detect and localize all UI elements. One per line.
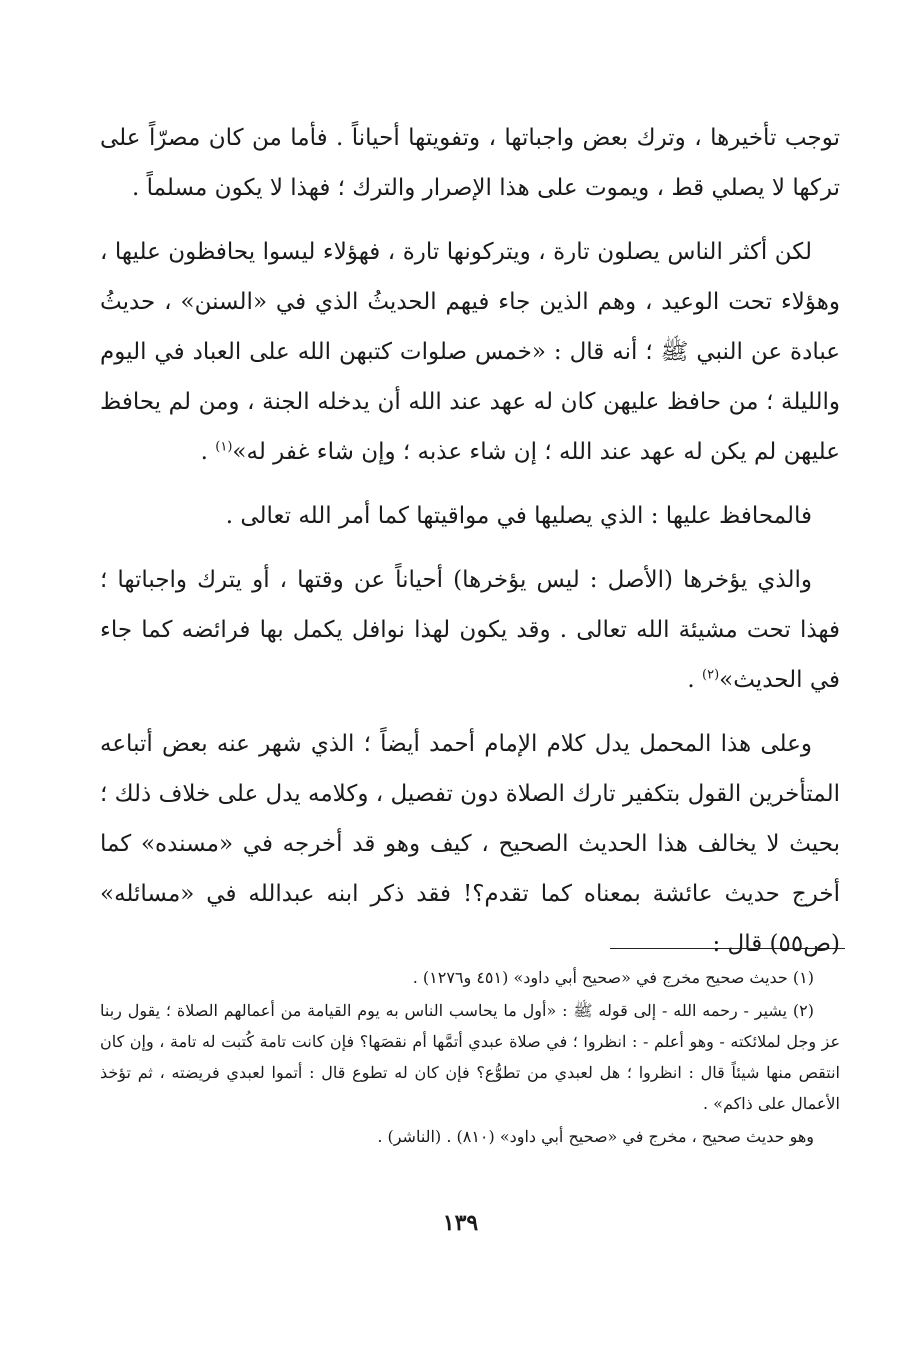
footnote-divider	[610, 948, 845, 949]
footnote-2-note: وهو حديث صحيح ، مخرج في «صحيح أبي داود» (٨١٠) . (الناشر) .	[377, 1127, 814, 1146]
main-text	[100, 113, 840, 983]
paragraph-5-text: وعلى هذا المحمل يدل كلام الإمام أحمد أيضاً ؛ الذي شهر عنه بعض أتباعه المتأخرين القول بتكفير تارك الصلاة دون تفصيل ، وكلامه يدل على خلاف ذلك ؛ بحيث لا يخالف هذا الحديث الصحيح ، كيف وهو قد أخرجه في «مسنده» كما أخرج حديث عائشة بمعناه كما تقدم؟! فقد ذكر ابنه عبدالله في «مسائله» (ص٥٥) قال :	[100, 731, 840, 957]
footnotes	[100, 962, 840, 1154]
page-number: ١٣٩	[442, 1210, 479, 1236]
paragraph-5	[100, 719, 840, 969]
paragraph-3-text: فالمحافظ عليها : الذي يصليها في مواقيتها كما أمر الله تعالى .	[225, 503, 812, 529]
paragraph-2-end: .	[200, 439, 216, 465]
paragraph-4-text: والذي يؤخرها (الأصل : ليس يؤخرها) أحياناً عن وقتها ، أو يترك واجباتها ؛ فهذا تحت مشيئة الله تعالى . وقد يكون لهذا نوافل يكمل بها فرائضه كما جاء في الحديث»	[100, 567, 840, 693]
paragraph-1	[100, 113, 840, 213]
paragraph-1-text: توجب تأخيرها ، وترك بعض واجباتها ، وتفويتها أحياناً . فأما من كان مصرّاً على تركها لا يصلي قط ، ويموت على هذا الإصرار والترك ؛ فهذا لا يكون مسلماً .	[100, 125, 840, 201]
footnote-2: (٢) يشير - رحمه الله - إلى قوله ﷺ : «أول ما يحاسب الناس به يوم القيامة من أعمالهم الصلاة ؛ يقول ربنا عز وجل لملائكته - وهو أعلم - : انظروا ؛ في صلاة عبدي أتمَّها أم نقصَها؟ فإن كانت تامة كُتبت له تامة ، وإن كان انتقص منها شيئاً قال : انظروا ؛ هل لعبدي من تطوُّع؟ فإن كان له تطوع قال : أتموا لعبدي فريضته ، ثم تؤخذ الأعمال على ذاكم» .	[100, 1001, 840, 1113]
paragraph-2-text: لكن أكثر الناس يصلون تارة ، ويتركونها تارة ، فهؤلاء ليسوا يحافظون عليها ، وهؤلاء تحت الوعيد ، وهم الذين جاء فيهم الحديثُ الذي في «السنن» ، حديثُ عبادة عن النبي ﷺ ؛ أنه قال : «خمس صلوات كتبهن الله على العباد في اليوم والليلة ؛ من حافظ عليهن كان له عهد عند الله أن يدخله الجنة ، ومن لم يحافظ عليهن لم يكن له عهد عند الله ؛ إن شاء عذبه ؛ وإن شاء غفر له»	[100, 239, 840, 465]
footnote-1: (١) حديث صحيح مخرج في «صحيح أبي داود» (٤٥١ و١٢٧٦) .	[412, 968, 814, 987]
paragraph-4	[100, 555, 840, 705]
paragraph-3	[100, 491, 840, 541]
footnote-ref-2[interactable]: (٢)	[702, 667, 720, 683]
paragraph-4-end: .	[687, 667, 702, 693]
footnote-ref-1[interactable]: (١)	[215, 439, 233, 455]
paragraph-2	[100, 227, 840, 477]
